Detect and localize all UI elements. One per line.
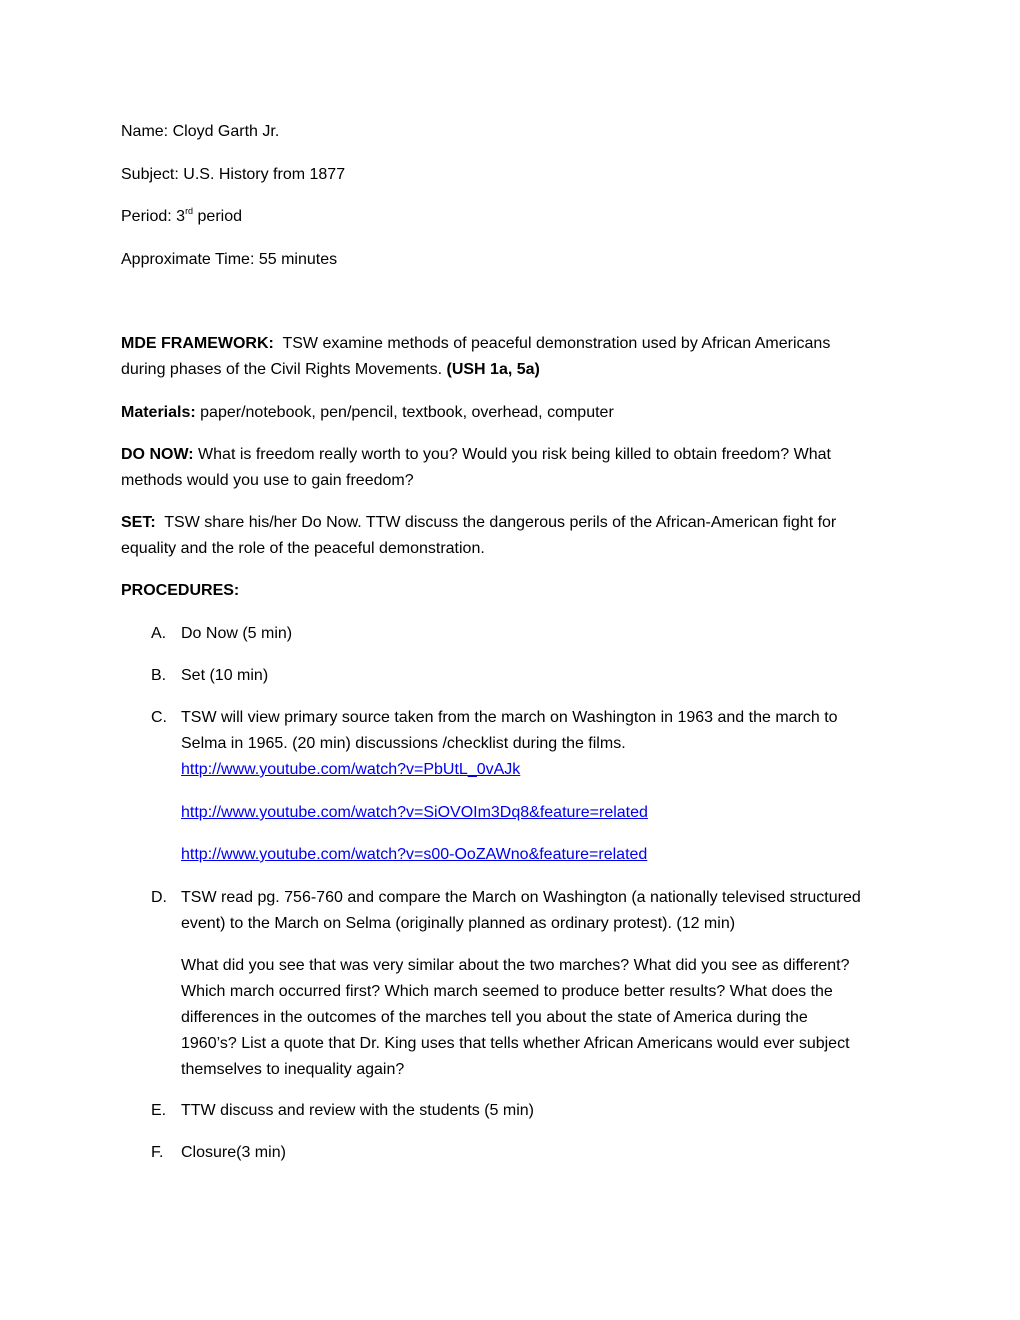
question-line: 1960’s? List a quote that Dr. King uses that tells whether African Americans would ever subject: [181, 1035, 850, 1052]
item-d-line1: TSW read pg. 756-760 and compare the March on Washington (a nationally televised structured: [181, 889, 861, 906]
name-value: Cloyd Garth Jr.: [172, 123, 280, 140]
procedures-heading: [121, 578, 901, 604]
period-suffix: rd: [185, 206, 194, 216]
item-letter: A.: [151, 625, 167, 642]
subject-line: [121, 164, 345, 186]
name-line: [121, 121, 279, 143]
name-label: Name:: [121, 123, 169, 140]
youtube-link-2[interactable]: http://www.youtube.com/watch?v=SiOVOIm3Dq8&feature=related: [181, 804, 648, 821]
set-line2: equality and the role of the peaceful demonstration.: [121, 540, 485, 557]
item-body: [181, 885, 911, 937]
item-c-line2: Selma in 1965. (20 min) discussions /checklist during the films.: [181, 735, 626, 752]
item-letter: E.: [151, 1102, 167, 1119]
framework-section: [121, 331, 901, 383]
link-line-2: [181, 800, 911, 826]
do-now-line2: methods would you use to gain freedom?: [121, 472, 414, 489]
procedures-label: PROCEDURES:: [121, 582, 240, 599]
framework-label: MDE FRAMEWORK:: [121, 335, 274, 352]
set-line1: TSW share his/her Do Now. TTW discuss the dangerous perils of the African-American fight for: [164, 514, 837, 531]
question-line: What did you see that was very similar about the two marches? What did you see as different?: [181, 957, 850, 974]
do-now-section: [121, 442, 901, 494]
question-line: Which march occurred first? Which march seemed to produce better results? What does the: [181, 983, 833, 1000]
framework-line1: TSW examine methods of peaceful demonstration used by African Americans: [282, 335, 831, 352]
item-body: [181, 705, 911, 783]
set-section: [121, 510, 901, 562]
youtube-link-1[interactable]: http://www.youtube.com/watch?v=PbUtL_0vAJk: [181, 761, 521, 778]
question-line: differences in the outcomes of the marches tell you about the state of America during the: [181, 1009, 808, 1026]
item-letter: C.: [151, 709, 167, 726]
period-label: Period:: [121, 208, 172, 225]
materials-text: paper/notebook, pen/pencil, textbook, overhead, computer: [200, 404, 614, 421]
item-c-line1: TSW will view primary source taken from the march on Washington in 1963 and the march to: [181, 709, 838, 726]
do-now-label: DO NOW:: [121, 446, 194, 463]
link-line-3: [181, 842, 911, 868]
subject-value: U.S. History from 1877: [183, 166, 346, 183]
materials-label: Materials:: [121, 404, 196, 421]
framework-code: (USH 1a, 5a): [446, 361, 540, 378]
item-text: Closure(3 min): [181, 1144, 286, 1161]
item-letter: F.: [151, 1144, 164, 1161]
youtube-link-3[interactable]: http://www.youtube.com/watch?v=s00-OoZAWno&feature=related: [181, 846, 648, 863]
question-line: themselves to inequality again?: [181, 1061, 405, 1078]
subject-label: Subject:: [121, 166, 179, 183]
item-text: Set (10 min): [181, 667, 269, 684]
item-letter: B.: [151, 667, 167, 684]
period-number: 3: [176, 208, 186, 225]
materials-section: [121, 400, 901, 426]
period-word: period: [197, 208, 243, 225]
item-letter: D.: [151, 889, 167, 906]
time-line: [121, 249, 337, 271]
item-text: TTW discuss and review with the students (5 min): [181, 1102, 535, 1119]
framework-line2: during phases of the Civil Rights Movements.: [121, 361, 443, 378]
period-line: [121, 206, 242, 228]
item-d-line2: event) to the March on Selma (originally planned as ordinary protest). (12 min): [181, 915, 736, 932]
do-now-line1: What is freedom really worth to you? Would you risk being killed to obtain freedom? What: [198, 446, 831, 463]
time-label: Approximate Time:: [121, 251, 255, 268]
time-value: 55 minutes: [258, 251, 338, 268]
item-text: Do Now (5 min): [181, 625, 293, 642]
set-label: SET:: [121, 514, 156, 531]
discussion-questions: [181, 953, 911, 1083]
